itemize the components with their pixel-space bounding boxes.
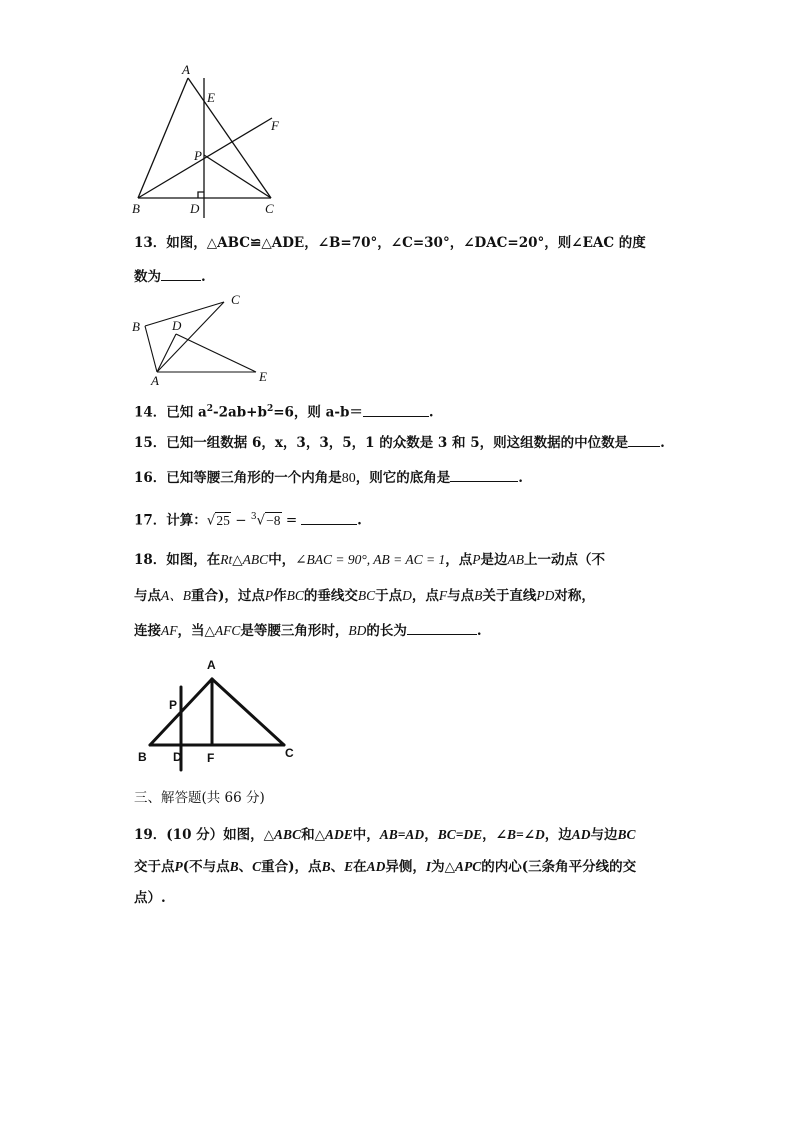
q19-text: 在: [353, 859, 367, 875]
q18-math: PD: [536, 588, 555, 603]
q13-period: .: [201, 269, 206, 285]
label-f: F: [207, 751, 215, 765]
question-19-line3: [134, 888, 166, 908]
q19-math: △ADE: [314, 827, 353, 842]
q18-text: 的长为: [366, 623, 407, 639]
q18-math: BC: [286, 588, 304, 603]
q18-math: Rt△ABC: [220, 552, 269, 567]
q19-math: B: [229, 859, 239, 874]
equals-sign: =: [281, 512, 298, 529]
figure-triangle-abc-perpendicular: [128, 60, 288, 220]
q16-text: 16．已知等腰三角形的一个内角是: [134, 470, 342, 486]
label-c: C: [231, 292, 240, 307]
q19-math: C: [252, 859, 262, 874]
q14-text-3: =6，则 a-b＝: [273, 404, 363, 421]
q18-text: 作: [273, 588, 287, 604]
q16-number: 80: [341, 471, 356, 486]
q18-text: 18．如图，在: [134, 552, 221, 568]
label-f: F: [271, 118, 279, 133]
label-d: D: [190, 201, 200, 216]
q18-text: ，点: [411, 588, 439, 604]
q18-text: 与点: [134, 588, 161, 604]
label-a: A: [151, 373, 159, 388]
label-b: B: [132, 201, 140, 216]
answer-blank[interactable]: [407, 620, 477, 635]
label-c: C: [285, 746, 294, 760]
cube-root-index: 3: [250, 512, 257, 522]
q18-math: AB: [507, 552, 524, 567]
q19-text: 和: [301, 827, 315, 843]
label-d: D: [172, 318, 182, 333]
q18-math: D: [402, 588, 412, 603]
q18-text: 的垂线交: [303, 588, 358, 604]
answer-blank[interactable]: [628, 432, 660, 447]
q19-text: 中，: [352, 827, 380, 843]
cube-root-symbol: √: [256, 512, 266, 529]
q18-math: B: [474, 588, 483, 603]
question-18-line2: [134, 586, 595, 606]
label-a: A: [182, 62, 190, 77]
q19-text: 的内心(三条角平分线的交: [481, 859, 637, 875]
question-15: [134, 432, 665, 453]
q19-text: 点）.: [134, 890, 166, 906]
segment-ac: [212, 679, 284, 745]
q18-math: ∠BAC = 90°, AB = AC = 1: [295, 552, 446, 567]
q19-math: AD: [571, 827, 591, 842]
label-e: E: [259, 369, 267, 384]
q18-text: 是边: [480, 552, 508, 568]
q19-text: 与边: [590, 827, 618, 843]
q18-text: 对称，: [554, 588, 595, 604]
q19-math: △APC: [444, 859, 482, 874]
q18-period: .: [476, 623, 482, 639]
answer-blank[interactable]: [161, 266, 201, 281]
q19-math: I: [425, 859, 432, 874]
q13-text-2: 数为: [134, 269, 161, 285]
sqrt-symbol: √: [206, 512, 216, 529]
label-b: B: [132, 319, 140, 334]
q18-text: 是等腰三角形时，: [240, 623, 349, 639]
q19-math: △ABC: [263, 827, 302, 842]
q13-text: 13．如图，△ABC≌△ADE，∠B=70°，∠C=30°，∠DAC=20°，则∠EAC 的度: [134, 235, 646, 251]
q18-math: BC: [357, 588, 376, 603]
question-18-line1: [134, 550, 605, 570]
q18-math: BD: [348, 623, 367, 638]
q19-math: E: [344, 859, 354, 874]
q18-math: AF: [161, 623, 178, 638]
label-a: A: [207, 658, 216, 672]
radicand-25: 25: [216, 512, 230, 528]
q17-period: .: [357, 512, 362, 529]
q18-math: △AFC: [204, 623, 241, 638]
q19-math: AB=AD: [379, 827, 425, 842]
q18-math: P: [264, 588, 274, 603]
question-17: [134, 507, 362, 531]
q15-text: 15．已知一组数据 6，x，3，3，5，1 的众数是 3 和 5，则这组数据的中位数是: [134, 435, 629, 451]
q16-text-2: ，则它的底角是: [355, 470, 451, 486]
segment-ac: [188, 78, 271, 198]
label-c: C: [265, 201, 274, 216]
question-19-line1: [134, 825, 636, 845]
label-b: B: [138, 750, 147, 764]
q19-math: BC: [617, 827, 636, 842]
segment-ba: [145, 326, 157, 372]
q19-text: ，: [424, 827, 438, 843]
q19-text: ，: [482, 827, 496, 843]
q19-math: AD: [366, 859, 386, 874]
q15-period: .: [660, 435, 665, 451]
q18-text: 上一动点（不: [523, 552, 605, 568]
q18-text: 重合)，过点: [191, 588, 265, 604]
segment-de: [176, 334, 256, 372]
q18-text: 与点: [447, 588, 475, 604]
label-p: P: [169, 698, 178, 712]
q14-text: 14．已知 a: [134, 404, 207, 421]
q18-math: A、B: [161, 588, 191, 603]
q14-text-2: -2ab+b: [213, 404, 267, 421]
minus-sign: −: [230, 512, 251, 529]
section-title-text: 三、解答题(共 66 分): [134, 790, 265, 806]
q14-exponent-2: 2: [266, 404, 274, 414]
section-title: [134, 788, 265, 808]
q19-text: 、: [330, 859, 345, 875]
q19-text: (不与点: [182, 859, 230, 875]
q18-text: 于点: [375, 588, 403, 604]
q19-text: 为: [431, 859, 445, 875]
figure-right-isosceles-triangle: [134, 655, 304, 775]
question-13-line2: [134, 266, 206, 287]
segment-da: [157, 334, 176, 372]
q19-text: 异侧，: [385, 859, 426, 875]
q18-text: 连接: [134, 623, 161, 639]
segment-ab: [138, 78, 188, 198]
answer-blank[interactable]: [450, 467, 518, 482]
q18-math: F: [438, 588, 448, 603]
figure-congruent-triangles: [128, 290, 278, 390]
question-16: [134, 467, 523, 489]
q18-text: ，点: [445, 552, 473, 568]
q19-text: ，边: [544, 827, 572, 843]
q19-text: 交于点: [134, 859, 175, 875]
question-13-line1: [134, 233, 646, 253]
q18-text: ，当: [177, 623, 205, 639]
right-angle-mark: [198, 192, 204, 198]
answer-blank[interactable]: [301, 510, 357, 525]
q18-text: 关于直线: [482, 588, 537, 604]
q18-math: P: [472, 552, 481, 567]
q14-period: .: [428, 404, 434, 421]
q19-text: 、: [238, 859, 253, 875]
question-14: [134, 399, 434, 423]
q16-period: .: [518, 470, 523, 486]
q14-exponent-1: 2: [206, 404, 213, 414]
q19-text: 19．(10 分）如图，: [134, 827, 264, 843]
question-19-line2: [134, 857, 636, 877]
answer-blank[interactable]: [363, 402, 429, 417]
q19-math: BC=DE: [437, 827, 483, 842]
q17-text: 17．计算：: [134, 512, 207, 529]
segment-pc: [204, 155, 271, 198]
q19-math: ∠B=∠D: [495, 827, 545, 842]
question-18-line3: [134, 620, 482, 641]
q19-math: B: [321, 859, 331, 874]
q19-text: 重合)，点: [261, 859, 322, 875]
label-p: P: [194, 148, 202, 163]
q19-math: P: [174, 859, 183, 874]
q18-text: 中，: [268, 552, 296, 568]
label-e: E: [207, 90, 215, 105]
radicand-neg8: −8: [266, 512, 281, 528]
label-d: D: [173, 750, 182, 764]
